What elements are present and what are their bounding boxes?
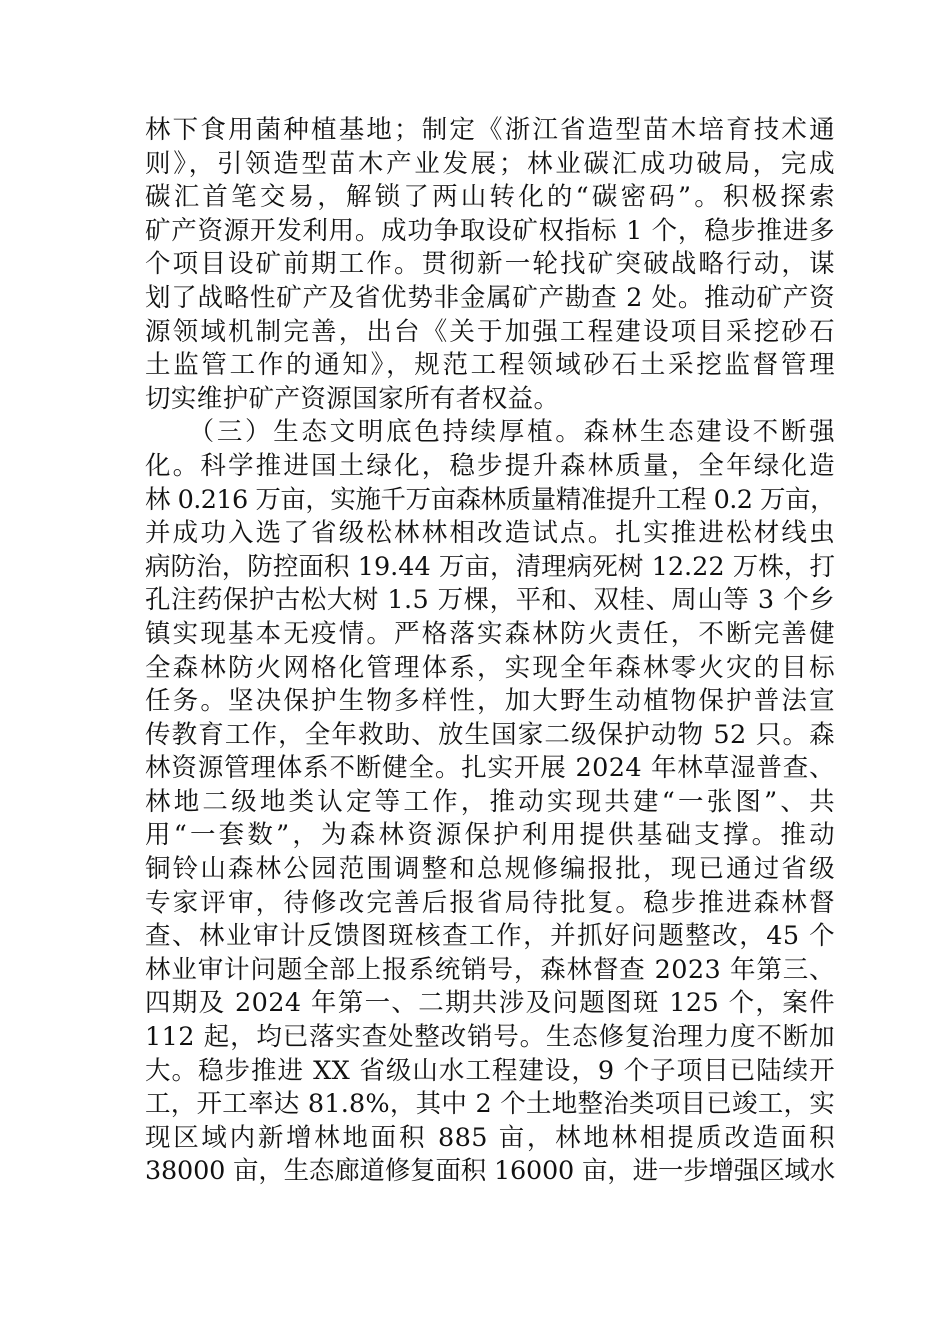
text-line: 碳汇首笔交易，解锁了两山转化的“碳密码”。积极探索 — [145, 182, 835, 213]
text-line: 林地二级地类认定等工作，推动实现共建“一张图”、共 — [145, 786, 835, 817]
text-line: 林下食用菌种植基地；制定《浙江省造型苗木培育技术通 — [145, 115, 835, 145]
text-line: 大。稳步推进 XX 省级山水工程建设，9 个子项目已陆续开 — [145, 1055, 835, 1086]
text-line: 铜铃山森林公园范围调整和总规修编报批，现已通过省级 — [145, 854, 835, 885]
text-line: 现区域内新增林地面积 885 亩，林地林相提质改造面积 — [145, 1122, 835, 1153]
text-line: 用“一套数”，为森林资源保护利用提供基础支撑。推动 — [145, 820, 835, 851]
text-line: 病防治，防控面积 19.44 万亩，清理病死树 12.22 万株，打 — [145, 551, 835, 582]
text-line: 全森林防火网格化管理体系，实现全年森林零火灾的目标 — [145, 652, 835, 683]
text-line: 化。科学推进国土绿化，稳步提升森林质量，全年绿化造 — [145, 450, 835, 481]
text-line: 林 0.216 万亩，实施千万亩森林质量精准提升工程 0.2 万亩， — [145, 484, 835, 515]
text-line: 传教育工作，全年救助、放生国家二级保护动物 52 只。森 — [145, 719, 835, 750]
text-line: 镇实现基本无疫情。严格落实森林防火责任，不断完善健 — [145, 618, 835, 649]
text-line: 划了战略性矿产及省优势非金属矿产勘查 2 处。推动矿产资 — [145, 282, 835, 313]
text-line: 个项目设矿前期工作。贯彻新一轮找矿突破战略行动，谋 — [145, 249, 835, 280]
text-line: 专家评审，待修改完善后报省局待批复。稳步推进森林督 — [145, 887, 835, 918]
text-line: 土监管工作的通知》，规范工程领域砂石土采挖监督管理 — [145, 350, 835, 381]
text-line: 孔注药保护古松大树 1.5 万棵，平和、双桂、周山等 3 个乡 — [145, 585, 835, 616]
body-text — [145, 114, 835, 1189]
section-heading-line: （三）生态文明底色持续厚植。森林生态建设不断强 — [145, 417, 835, 448]
text-line: 38000 亩，生态廊道修复面积 16000 亩，进一步增强区域水 — [145, 1156, 835, 1187]
text-line: 林资源管理体系不断健全。扎实开展 2024 年林草湿普查、 — [145, 753, 835, 784]
text-line: 112 起，均已落实查处整改销号。生态修复治理力度不断加 — [145, 1022, 835, 1053]
text-line: 源领域机制完善，出台《关于加强工程建设项目采挖砂石 — [145, 316, 835, 347]
text-line: 工，开工率达 81.8%，其中 2 个土地整治类项目已竣工，实 — [145, 1089, 835, 1120]
text-line: 矿产资源开发利用。成功争取设矿权指标 1 个，稳步推进多 — [145, 215, 835, 246]
text-line: 并成功入选了省级松林林相改造试点。扎实推进松材线虫 — [145, 518, 835, 549]
text-line: 林业审计问题全部上报系统销号，森林督查 2023 年第三、 — [145, 954, 835, 985]
text-line: 四期及 2024 年第一、二期共涉及问题图斑 125 个，案件 — [145, 988, 835, 1019]
text-line: 则》，引领造型苗木产业发展；林业碳汇成功破局，完成 — [145, 148, 835, 179]
text-line: 切实维护矿产资源国家所有者权益。 — [145, 383, 560, 414]
text-line: 查、林业审计反馈图斑核查工作，并抓好问题整改，45 个 — [145, 921, 835, 952]
text-line: 任务。坚决保护生物多样性，加大野生动植物保护普法宣 — [145, 686, 835, 717]
